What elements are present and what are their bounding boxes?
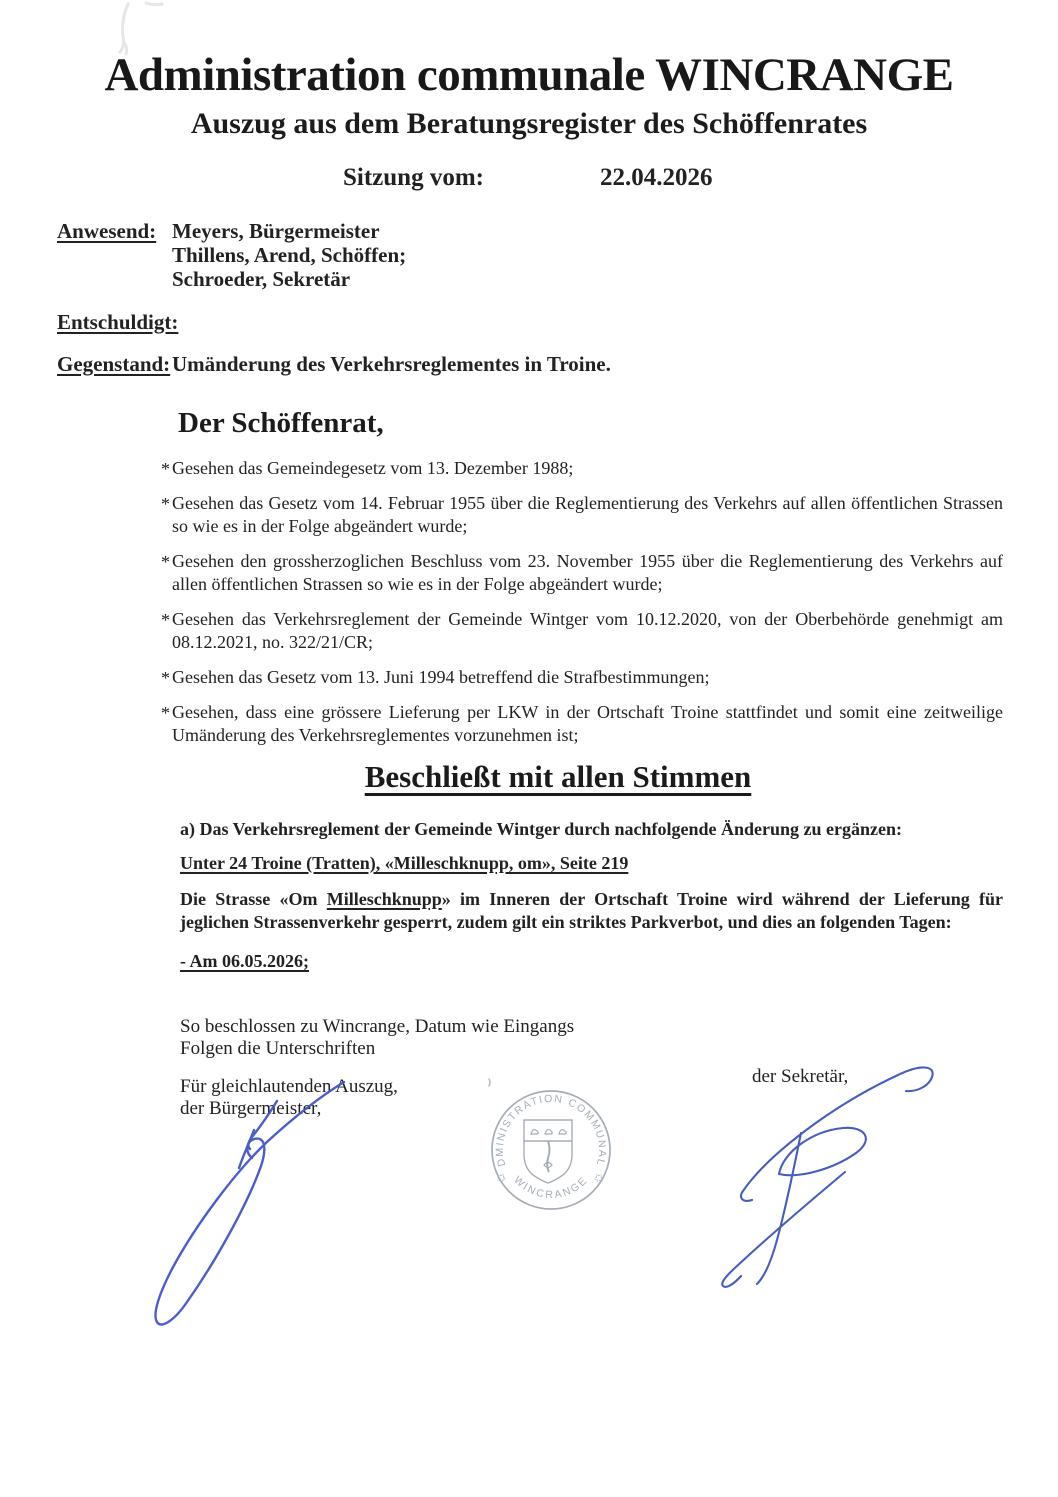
consideration-text: Gesehen das Gesetz vom 14. Februar 1955 über die Reglementierung des Verkehrs auf allen öffentlichen Strassen so wie es in der Folge abgeändert wurde; <box>172 492 1003 536</box>
bullet-asterisk: * <box>161 667 170 688</box>
consideration-item <box>161 550 1003 596</box>
stamp-shield-icon <box>524 1120 572 1183</box>
decision-body-after: » im Inneren der Ortschaft Troine wird während der Lieferung für jeglichen Strassenverkehr gesperrt, zudem gilt ein striktes Parkverbot, und dies an folgenden Tagen: <box>180 888 1003 932</box>
closing-line-1: So beschlossen zu Wincrange, Datum wie Eingangs <box>180 1015 575 1037</box>
consideration-item <box>161 608 1003 654</box>
consideration-item <box>161 457 1003 480</box>
subject-label: Gegenstand: <box>57 351 171 376</box>
excused-row <box>57 310 1058 335</box>
consideration-item <box>161 666 1003 689</box>
present-label: Anwesend: <box>57 218 157 243</box>
present-name: Meyers, Bürgermeister <box>172 218 380 243</box>
decision-body-before: Die Strasse «Om <box>180 888 327 909</box>
consideration-text: Gesehen das Gemeindegesetz vom 13. Dezember 1988; <box>172 457 574 478</box>
bullet-asterisk: * <box>161 458 170 479</box>
bullet-asterisk: * <box>161 551 170 572</box>
present-name: Thillens, Arend, Schöffen; <box>172 242 407 267</box>
decision-point-a: a) Das Verkehrsreglement der Gemeinde Wintger durch nachfolgende Änderung zu ergänzen: <box>180 818 902 839</box>
session-row <box>343 164 1058 192</box>
document-title: Administration communale WINCRANGE <box>104 49 954 101</box>
stamp-bottom-text: WINCRANGE <box>511 1173 591 1202</box>
decision-reference-line: Unter 24 Troine (Tratten), «Milleschknupp, om», Seite 219 <box>180 852 629 873</box>
present-name: Schroeder, Sekretär <box>172 266 351 291</box>
mayor-label: der Bürgermeister, <box>180 1097 322 1119</box>
session-label: Sitzung vom: <box>343 163 484 191</box>
decision-block <box>180 819 1003 972</box>
consideration-item <box>161 701 1003 747</box>
secretary-label: der Sekretär, <box>752 1066 849 1087</box>
subject-row <box>57 352 1058 377</box>
decision-body-underlined: Milleschknupp <box>326 888 442 909</box>
present-names <box>172 219 1058 291</box>
present-row <box>57 219 1058 291</box>
bullet-asterisk: * <box>161 609 170 630</box>
consideration-text: Gesehen das Gesetz vom 13. Juni 1994 betreffend die Strafbestimmungen; <box>172 666 710 687</box>
decision-heading: Beschließt mit allen Stimmen <box>364 758 752 794</box>
closing-line-2: Folgen die Unterschriften <box>180 1037 376 1059</box>
consideration-item <box>161 492 1003 538</box>
decision-body <box>180 888 1003 934</box>
session-date: 22.04.2026 <box>600 163 713 191</box>
meta-block <box>57 219 1058 377</box>
excused-label: Entschuldigt: <box>57 309 179 334</box>
consideration-text: Gesehen den grossherzoglichen Beschluss vom 23. November 1955 über die Reglementierung des Verkehrs auf allen öffentlichen Strassen so wie es in der Folge abgeändert wurde; <box>172 550 1003 594</box>
considerations-list <box>161 457 1003 747</box>
closing-extract <box>180 1076 1058 1120</box>
scan-artifact <box>120 3 162 54</box>
council-heading: Der Schöffenrat, <box>178 406 384 439</box>
bullet-asterisk: * <box>161 702 170 723</box>
closing-line-3: Für gleichlautenden Auszug, <box>180 1075 398 1097</box>
document-subtitle: Auszug aus dem Beratungsregister des Schöffenrates <box>190 106 868 140</box>
stamp-top-text: ADMINISTRATION COMMUNALE <box>493 1092 609 1168</box>
bullet-asterisk: * <box>161 493 170 514</box>
stamp-star-left-icon: ✩ <box>492 1169 510 1187</box>
stamp-star-right-icon: ✩ <box>590 1169 608 1187</box>
consideration-text: Gesehen das Verkehrsreglement der Gemeinde Wintger vom 10.12.2020, von der Oberbehörde genehmigt am 08.12.2021, no. 322/21/CR; <box>172 608 1003 652</box>
consideration-text: Gesehen, dass eine grössere Lieferung per LKW in der Ortschaft Troine stattfindet und somit eine zeitweilige Umänderung des Verkehrsreglementes vorzunehmen ist; <box>172 701 1003 745</box>
subject-text: Umänderung des Verkehrsreglementes in Troine. <box>172 351 611 376</box>
decision-date-line: - Am 06.05.2026; <box>180 950 309 971</box>
closing-block <box>180 1016 1058 1120</box>
